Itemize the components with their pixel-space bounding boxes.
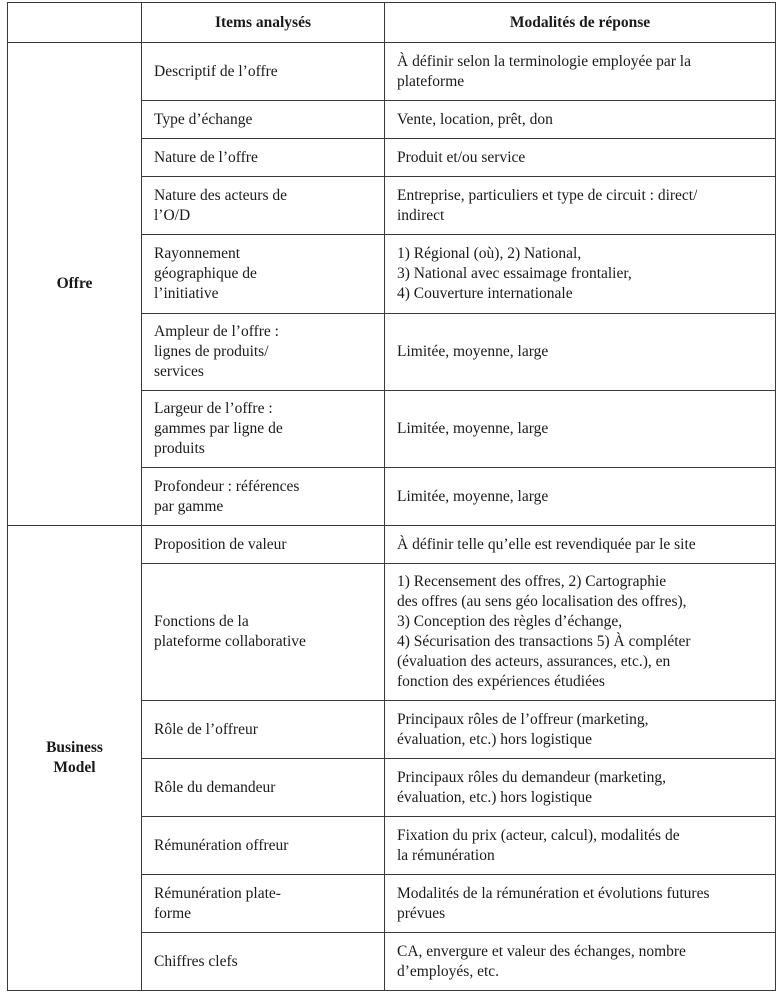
modality-cell <box>385 391 776 468</box>
modality-line: 4) Couverture internationale <box>397 285 573 302</box>
item-line: services <box>154 363 204 380</box>
item-cell <box>142 468 385 526</box>
item-cell <box>142 391 385 468</box>
modality-cell <box>385 875 776 933</box>
item-line: Largeur de l’offre : <box>154 400 273 417</box>
table-body <box>8 43 776 991</box>
table-header-row <box>8 3 776 43</box>
modality-cell <box>385 139 776 177</box>
item-line: l’initiative <box>154 285 219 302</box>
table-row <box>8 43 776 101</box>
modality-line: d’employés, etc. <box>397 962 500 980</box>
modality-line: 1) Recensement des offres, 2) Cartographie <box>397 573 667 590</box>
modality-line: 4) Sécurisation des transactions 5) À compléter <box>397 633 691 650</box>
modality-line: Limitée, moyenne, large <box>397 420 549 437</box>
item-cell <box>142 139 385 177</box>
item-line: Profondeur : références <box>154 477 300 495</box>
item-cell <box>142 817 385 875</box>
modality-line: Limitée, moyenne, large <box>397 343 549 360</box>
item-cell <box>142 526 385 564</box>
header-modalities: Modalités de réponse <box>385 3 776 43</box>
item-line: Rémunération plate- <box>154 884 281 902</box>
item-line: gammes par ligne de <box>154 420 283 437</box>
modality-cell <box>385 526 776 564</box>
modality-line: évaluation, etc.) hors logistique <box>397 730 592 748</box>
modality-cell <box>385 314 776 391</box>
modality-line: Fixation du prix (acteur, calcul), modalités de <box>397 826 680 844</box>
modality-cell <box>385 468 776 526</box>
item-line: Chiffres clefs <box>154 952 238 970</box>
item-cell <box>142 701 385 759</box>
item-line: produits <box>154 440 205 457</box>
analysis-table <box>7 2 776 991</box>
item-line: Nature des acteurs de <box>154 186 287 204</box>
group-label-business-model <box>8 526 142 991</box>
modality-line: des offres (au sens géo localisation des offres), <box>397 593 687 610</box>
group-label-line: Business <box>46 739 103 756</box>
modality-cell <box>385 759 776 817</box>
modality-line: CA, envergure et valeur des échanges, nombre <box>397 942 686 960</box>
modality-line: Limitée, moyenne, large <box>397 487 549 505</box>
modality-line: 1) Régional (où), 2) National, <box>397 245 582 262</box>
item-line: géographique de <box>154 265 257 282</box>
item-line: Rayonnement <box>154 245 241 262</box>
item-line: par gamme <box>154 497 224 515</box>
modality-cell <box>385 701 776 759</box>
header-items: Items analysés <box>142 3 385 43</box>
item-line: forme <box>154 904 192 922</box>
modality-line: (évaluation des acteurs, assurances, etc.), en <box>397 653 671 670</box>
item-line: Type d’échange <box>154 110 253 128</box>
item-cell <box>142 759 385 817</box>
modality-line: indirect <box>397 206 445 224</box>
modality-cell <box>385 564 776 701</box>
item-line: lignes de produits/ <box>154 343 269 360</box>
item-cell <box>142 564 385 701</box>
item-line: Descriptif de l’offre <box>154 62 278 80</box>
modality-line: Produit et/ou service <box>397 148 526 166</box>
modality-line: Principaux rôles de l’offreur (marketing, <box>397 710 649 728</box>
item-line: Rémunération offreur <box>154 836 289 854</box>
modality-line: À définir telle qu’elle est revendiquée par le site <box>397 535 696 553</box>
item-cell <box>142 235 385 314</box>
item-line: Rôle de l’offreur <box>154 720 258 738</box>
item-line: plateforme collaborative <box>154 633 306 650</box>
item-line: Ampleur de l’offre : <box>154 323 279 340</box>
header-group-cell <box>8 3 142 43</box>
modality-line: 3) Conception des règles d’échange, <box>397 613 623 630</box>
modality-cell <box>385 101 776 139</box>
modality-cell <box>385 817 776 875</box>
modality-line: prévues <box>397 904 446 922</box>
modality-line: fonction des expériences étudiées <box>397 673 605 690</box>
modality-line: Principaux rôles du demandeur (marketing, <box>397 768 667 786</box>
item-line: Rôle du demandeur <box>154 778 276 796</box>
modality-line: À définir selon la terminologie employée par la <box>397 52 691 70</box>
modality-cell <box>385 177 776 235</box>
modality-cell <box>385 43 776 101</box>
item-line: Nature de l’offre <box>154 148 258 166</box>
modality-line: la rémunération <box>397 846 495 864</box>
modality-line: évaluation, etc.) hors logistique <box>397 788 592 806</box>
group-label-line: Offre <box>56 275 93 292</box>
item-cell <box>142 933 385 991</box>
modality-line: Entreprise, particuliers et type de circuit : direct/ <box>397 186 698 204</box>
item-cell <box>142 43 385 101</box>
item-cell <box>142 101 385 139</box>
modality-line: Modalités de la rémunération et évolutions futures <box>397 884 710 902</box>
modality-line: 3) National avec essaimage frontalier, <box>397 265 632 282</box>
item-cell <box>142 177 385 235</box>
item-line: Proposition de valeur <box>154 535 287 553</box>
table-row <box>8 526 776 564</box>
modality-cell <box>385 933 776 991</box>
item-line: l’O/D <box>154 206 191 224</box>
modality-cell <box>385 235 776 314</box>
group-label-line: Model <box>53 759 96 776</box>
item-line: Fonctions de la <box>154 613 249 630</box>
item-cell <box>142 875 385 933</box>
item-cell <box>142 314 385 391</box>
group-label-offre <box>8 43 142 526</box>
modality-line: plateforme <box>397 72 465 90</box>
modality-line: Vente, location, prêt, don <box>397 110 553 128</box>
